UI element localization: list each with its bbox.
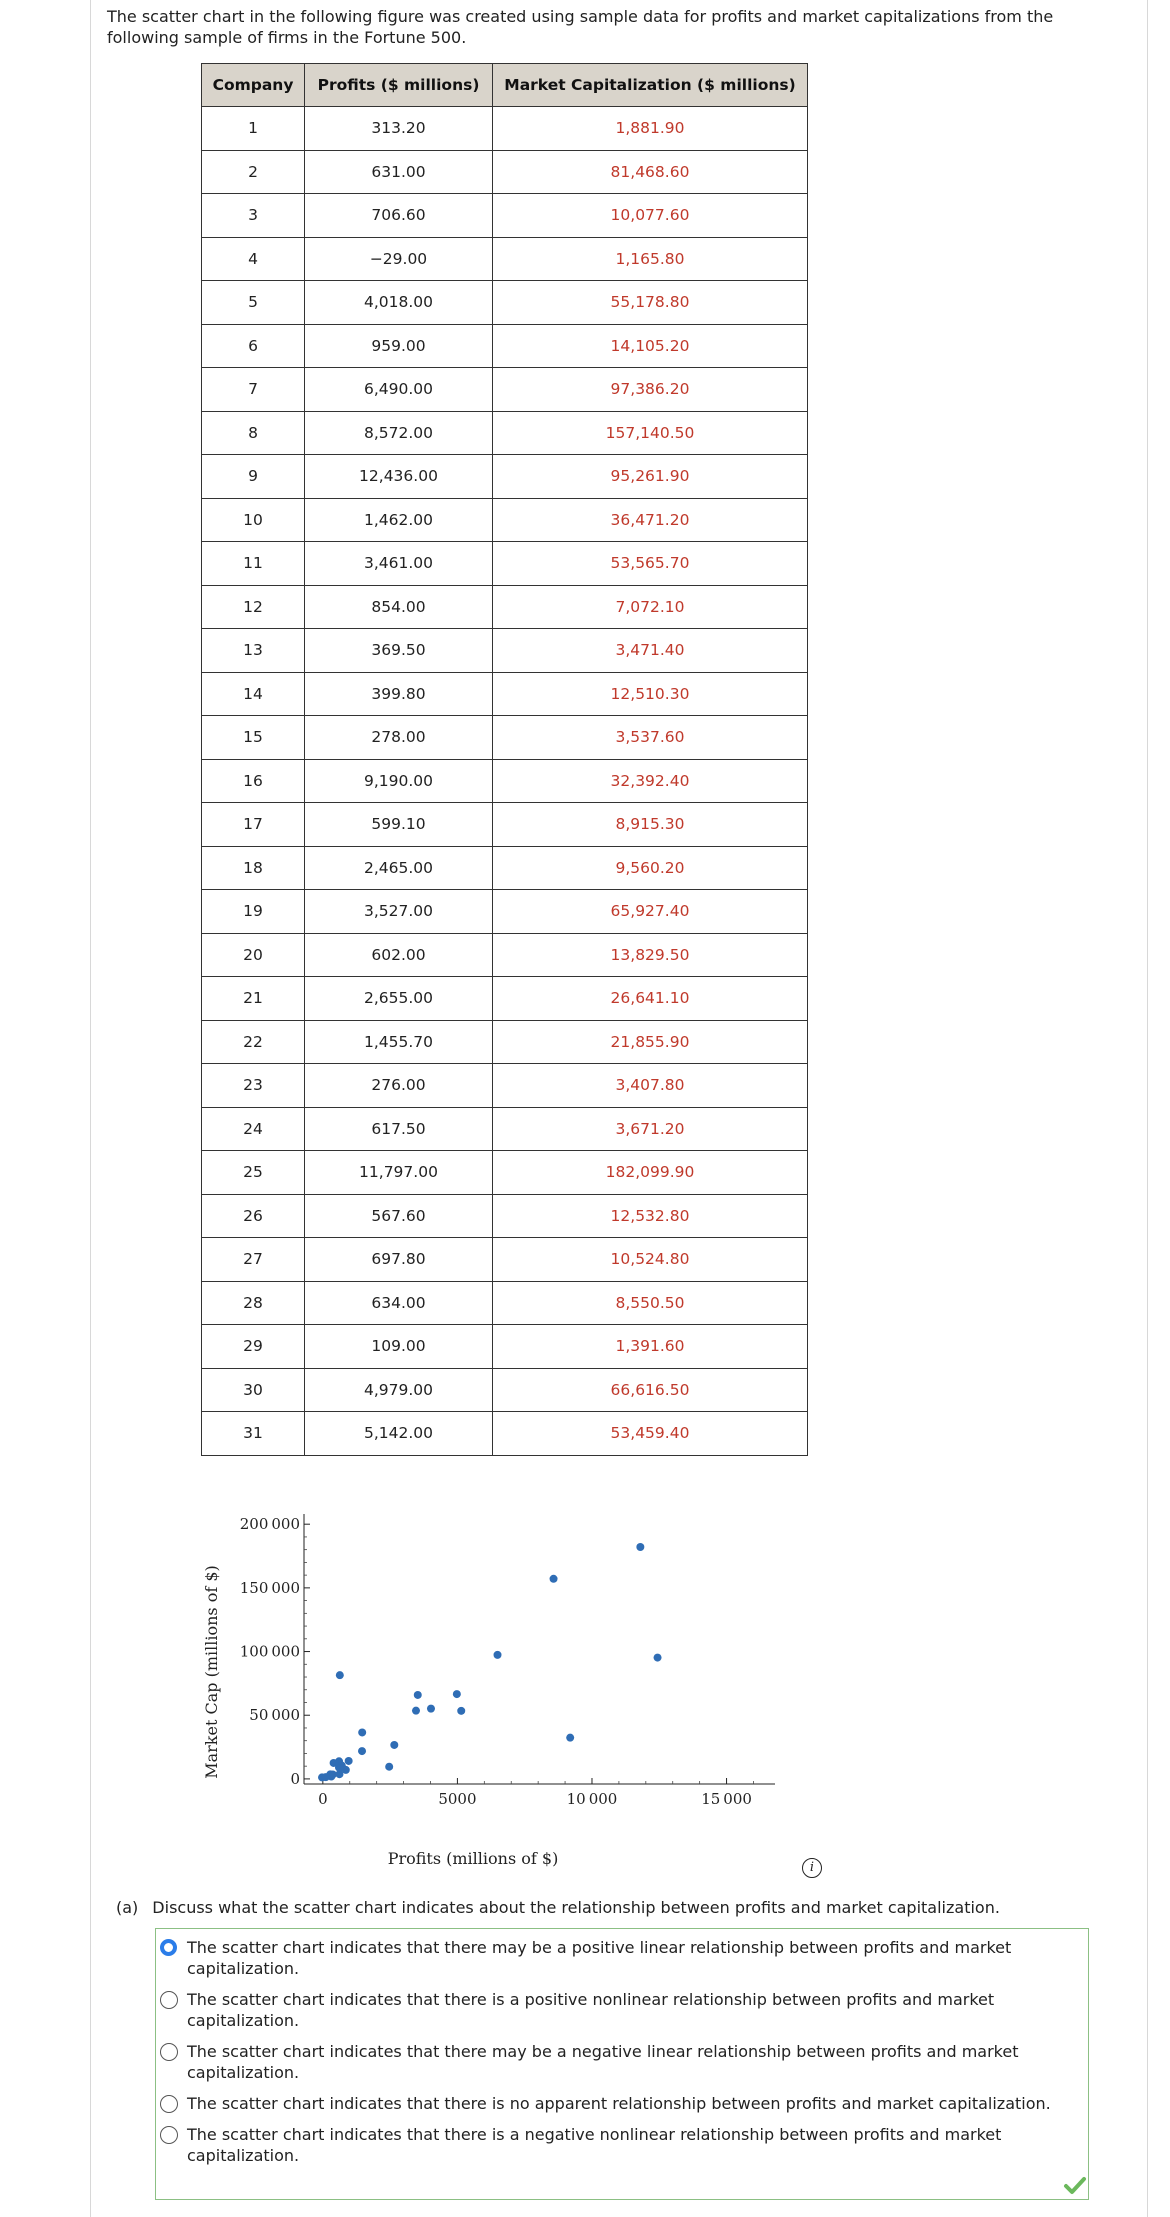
cell-company: 10 <box>202 498 305 542</box>
cell-profits: 4,018.00 <box>305 281 493 325</box>
cell-market-cap: 3,407.80 <box>493 1064 808 1108</box>
cell-profits: 697.80 <box>305 1238 493 1282</box>
cell-market-cap: 10,077.60 <box>493 194 808 238</box>
table-row <box>202 759 808 803</box>
y-axis-label: Market Cap (millions of $) <box>202 1565 221 1779</box>
cell-profits: 278.00 <box>305 716 493 760</box>
table-row <box>202 1151 808 1195</box>
data-point <box>414 1691 422 1699</box>
cell-market-cap: 7,072.10 <box>493 585 808 629</box>
y-tick-label: 100 000 <box>239 1642 300 1661</box>
table-row <box>202 1107 808 1151</box>
cell-profits: 959.00 <box>305 324 493 368</box>
x-tick-label: 10 000 <box>566 1790 618 1808</box>
radio-button[interactable] <box>160 1939 177 1956</box>
data-point <box>336 1671 344 1679</box>
x-tick-label: 5000 <box>438 1790 477 1808</box>
cell-company: 26 <box>202 1194 305 1238</box>
cell-company: 21 <box>202 977 305 1021</box>
table-row <box>202 324 808 368</box>
cell-market-cap: 10,524.80 <box>493 1238 808 1282</box>
cell-company: 2 <box>202 150 305 194</box>
cell-profits: 3,461.00 <box>305 542 493 586</box>
cell-market-cap: 26,641.10 <box>493 977 808 1021</box>
table-row <box>202 1020 808 1064</box>
cell-profits: 2,465.00 <box>305 846 493 890</box>
data-point <box>345 1757 353 1765</box>
table-row <box>202 890 808 934</box>
option-label: The scatter chart indicates that there is a positive nonlinear relationship between profits and market capitalization. <box>187 1990 995 2030</box>
cell-market-cap: 14,105.20 <box>493 324 808 368</box>
question-tag: (a) <box>116 1898 139 1917</box>
question-text: Discuss what the scatter chart indicates about the relationship between profits and market capitalization. <box>152 1898 1000 1917</box>
cell-company: 17 <box>202 803 305 847</box>
data-points <box>318 1543 661 1781</box>
cell-market-cap: 182,099.90 <box>493 1151 808 1195</box>
table-row <box>202 803 808 847</box>
header-company: Company <box>202 64 305 107</box>
cell-company: 14 <box>202 672 305 716</box>
cell-profits: 631.00 <box>305 150 493 194</box>
cell-company: 8 <box>202 411 305 455</box>
cell-profits: 854.00 <box>305 585 493 629</box>
cell-market-cap: 53,565.70 <box>493 542 808 586</box>
data-point <box>453 1690 461 1698</box>
cell-market-cap: 157,140.50 <box>493 411 808 455</box>
data-point <box>654 1654 662 1662</box>
cell-profits: 369.50 <box>305 629 493 673</box>
cell-profits: 11,797.00 <box>305 1151 493 1195</box>
cell-market-cap: 8,915.30 <box>493 803 808 847</box>
radio-button[interactable] <box>160 2095 178 2113</box>
cell-profits: 3,527.00 <box>305 890 493 934</box>
cell-company: 7 <box>202 368 305 412</box>
cell-profits: 6,490.00 <box>305 368 493 412</box>
table-row <box>202 716 808 760</box>
header-profits: Profits ($ millions) <box>305 64 493 107</box>
cell-profits: 599.10 <box>305 803 493 847</box>
cell-profits: 9,190.00 <box>305 759 493 803</box>
cell-profits: 313.20 <box>305 107 493 151</box>
table-row <box>202 281 808 325</box>
cell-market-cap: 12,532.80 <box>493 1194 808 1238</box>
cell-company: 27 <box>202 1238 305 1282</box>
cell-market-cap: 3,537.60 <box>493 716 808 760</box>
table-row <box>202 1368 808 1412</box>
cell-market-cap: 36,471.20 <box>493 498 808 542</box>
cell-company: 12 <box>202 585 305 629</box>
cell-profits: 602.00 <box>305 933 493 977</box>
cell-profits: 8,572.00 <box>305 411 493 455</box>
table-row <box>202 411 808 455</box>
cell-market-cap: 9,560.20 <box>493 846 808 890</box>
data-point <box>457 1707 465 1715</box>
cell-company: 4 <box>202 237 305 281</box>
cell-profits: 1,462.00 <box>305 498 493 542</box>
cell-market-cap: 32,392.40 <box>493 759 808 803</box>
major-ticks <box>240 1515 752 1808</box>
cell-profits: 109.00 <box>305 1325 493 1369</box>
cell-market-cap: 3,471.40 <box>493 629 808 673</box>
option-label: The scatter chart indicates that there may be a negative linear relationship between profits and market capitalization. <box>187 2042 1019 2082</box>
cell-company: 31 <box>202 1412 305 1456</box>
cell-company: 15 <box>202 716 305 760</box>
cell-company: 24 <box>202 1107 305 1151</box>
cell-profits: 1,455.70 <box>305 1020 493 1064</box>
cell-market-cap: 1,881.90 <box>493 107 808 151</box>
cell-company: 29 <box>202 1325 305 1369</box>
cell-profits: 276.00 <box>305 1064 493 1108</box>
scatter-chart <box>195 1502 815 1882</box>
data-point <box>322 1773 330 1781</box>
cell-company: 11 <box>202 542 305 586</box>
table-row <box>202 672 808 716</box>
table-row <box>202 1238 808 1282</box>
data-point <box>550 1575 558 1583</box>
cell-company: 13 <box>202 629 305 673</box>
table-header-row <box>202 64 808 107</box>
cell-profits: 4,979.00 <box>305 1368 493 1412</box>
table-row <box>202 237 808 281</box>
cell-company: 6 <box>202 324 305 368</box>
question-a <box>116 1898 1000 1917</box>
cell-market-cap: 13,829.50 <box>493 933 808 977</box>
table-row <box>202 846 808 890</box>
cell-company: 22 <box>202 1020 305 1064</box>
table-row <box>202 1325 808 1369</box>
y-tick-label: 0 <box>290 1769 300 1788</box>
cell-market-cap: 1,391.60 <box>493 1325 808 1369</box>
table-row <box>202 150 808 194</box>
cell-company: 16 <box>202 759 305 803</box>
intro-text: The scatter chart in the following figure was created using sample data for profits and market capitalizations from the following sample of firms in the Fortune 500. <box>107 7 1054 47</box>
table-row <box>202 1412 808 1456</box>
data-point <box>336 1764 344 1772</box>
cell-company: 28 <box>202 1281 305 1325</box>
table-row <box>202 542 808 586</box>
cell-profits: 2,655.00 <box>305 977 493 1021</box>
cell-profits: −29.00 <box>305 237 493 281</box>
table-row <box>202 107 808 151</box>
cell-company: 3 <box>202 194 305 238</box>
cell-company: 19 <box>202 890 305 934</box>
table-row <box>202 1194 808 1238</box>
cell-market-cap: 65,927.40 <box>493 890 808 934</box>
info-icon[interactable]: i <box>802 1858 822 1878</box>
data-point <box>385 1763 393 1771</box>
cell-company: 5 <box>202 281 305 325</box>
cell-company: 18 <box>202 846 305 890</box>
y-tick-label: 200 000 <box>239 1515 300 1534</box>
cell-market-cap: 53,459.40 <box>493 1412 808 1456</box>
table-row <box>202 585 808 629</box>
table-row <box>202 194 808 238</box>
cell-market-cap: 21,855.90 <box>493 1020 808 1064</box>
option-label: The scatter chart indicates that there is a negative nonlinear relationship between profits and market capitalization. <box>187 2125 1002 2165</box>
data-point <box>427 1705 435 1713</box>
cell-market-cap: 1,165.80 <box>493 237 808 281</box>
x-tick-label: 0 <box>318 1790 328 1808</box>
data-point <box>390 1741 398 1749</box>
cell-market-cap: 55,178.80 <box>493 281 808 325</box>
cell-market-cap: 66,616.50 <box>493 1368 808 1412</box>
cell-profits: 634.00 <box>305 1281 493 1325</box>
cell-company: 30 <box>202 1368 305 1412</box>
table-row <box>202 1064 808 1108</box>
cell-market-cap: 81,468.60 <box>493 150 808 194</box>
table-row <box>202 368 808 412</box>
cell-market-cap: 95,261.90 <box>493 455 808 499</box>
radio-button[interactable] <box>160 1991 178 2009</box>
cell-profits: 12,436.00 <box>305 455 493 499</box>
cell-company: 1 <box>202 107 305 151</box>
radio-button[interactable] <box>160 2043 178 2061</box>
cell-market-cap: 8,550.50 <box>493 1281 808 1325</box>
cell-market-cap: 3,671.20 <box>493 1107 808 1151</box>
option-label: The scatter chart indicates that there may be a positive linear relationship between profits and market capitalization. <box>187 1938 1012 1978</box>
check-icon <box>1063 2175 1087 2195</box>
answer-options <box>155 1928 1089 2200</box>
table-row <box>202 629 808 673</box>
data-point <box>636 1543 644 1551</box>
y-tick-label: 50 000 <box>249 1706 300 1725</box>
data-point <box>358 1747 366 1755</box>
cell-profits: 617.50 <box>305 1107 493 1151</box>
cell-market-cap: 97,386.20 <box>493 368 808 412</box>
table-row <box>202 498 808 542</box>
table-row <box>202 933 808 977</box>
data-point <box>566 1734 574 1742</box>
cell-company: 9 <box>202 455 305 499</box>
option-label: The scatter chart indicates that there is no apparent relationship between profits and market capitalization. <box>187 2094 1051 2113</box>
table-row <box>202 977 808 1021</box>
cell-company: 23 <box>202 1064 305 1108</box>
table-row <box>202 1281 808 1325</box>
cell-company: 25 <box>202 1151 305 1195</box>
cell-profits: 399.80 <box>305 672 493 716</box>
table-row <box>202 455 808 499</box>
radio-button[interactable] <box>160 2126 178 2144</box>
data-table <box>201 63 808 1456</box>
data-point <box>412 1707 420 1715</box>
header-market-cap: Market Capitalization ($ millions) <box>493 64 808 107</box>
data-point <box>494 1651 502 1659</box>
data-point <box>358 1728 366 1736</box>
cell-profits: 5,142.00 <box>305 1412 493 1456</box>
minor-ticks <box>304 1537 753 1784</box>
x-axis-label: Profits (millions of $) <box>387 1849 559 1868</box>
cell-profits: 567.60 <box>305 1194 493 1238</box>
y-tick-label: 150 000 <box>239 1578 300 1597</box>
x-tick-label: 15 000 <box>701 1790 752 1808</box>
cell-profits: 706.60 <box>305 194 493 238</box>
cell-market-cap: 12,510.30 <box>493 672 808 716</box>
cell-company: 20 <box>202 933 305 977</box>
